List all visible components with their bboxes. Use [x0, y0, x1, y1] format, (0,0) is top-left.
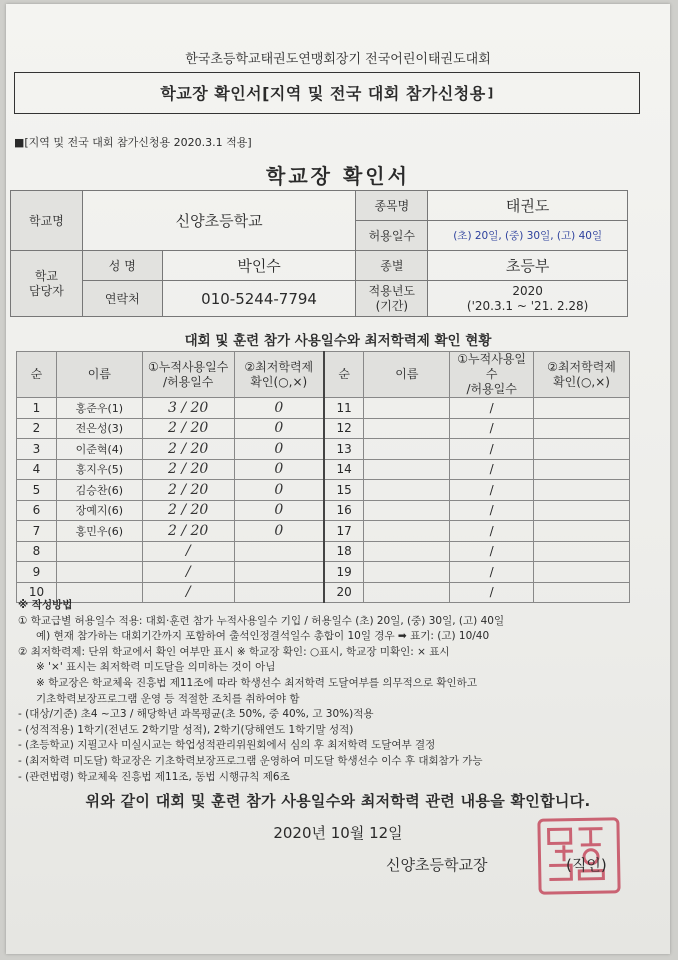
days-used: / [450, 562, 534, 583]
instructions [18, 598, 658, 785]
instruction-line: 예) 현재 참가하는 대회기간까지 포함하여 출석인정결석일수 총합이 10일 경우 ➡ 표기: (고) 10/40 [36, 630, 490, 643]
min-academic-check: 0 [234, 500, 324, 521]
officer-label [11, 251, 83, 317]
instruction-line: - (대상/기준) 초4 ~고3 / 해당학년 과목평균(초 50%, 중 40%, 고 30%)적용 [18, 708, 374, 721]
row-number: 19 [324, 562, 364, 583]
division-value: 초등부 [428, 251, 628, 281]
organizer-line: 한국초등학교태권도연맹회장기 전국어린이태권도대회 [185, 52, 491, 67]
school-name: 신양초등학교 [82, 191, 356, 251]
seal-label: (직인) [566, 856, 607, 874]
athlete-name: 전은성(3) [56, 418, 142, 439]
year-label [356, 281, 428, 317]
row-number: 6 [17, 500, 57, 521]
principal-title: 신양초등학교장 [386, 856, 488, 874]
info-table [10, 190, 628, 317]
table-row [17, 541, 630, 562]
banner-text: 학교장 확인서[지역 및 전국 대회 참가신청용 [160, 84, 486, 103]
row-number: 1 [17, 398, 57, 419]
days-used: / [450, 418, 534, 439]
header-days [142, 352, 234, 398]
athlete-name [364, 398, 450, 419]
min-academic-check: 0 [234, 439, 324, 460]
header-min-line1: ②최저학력제 [244, 359, 314, 374]
event-label: 종목명 [356, 191, 428, 221]
document-title: 학교장 확인서 [266, 164, 410, 188]
min-academic-check: 0 [234, 398, 324, 419]
min-academic-check: 0 [234, 418, 324, 439]
name-label: 성 명 [82, 251, 162, 281]
school-label: 학교명 [11, 191, 83, 251]
days-used: 3 / 20 [142, 398, 234, 419]
min-academic-check [534, 500, 630, 521]
contact-label: 연락처 [82, 281, 162, 317]
instruction-line: - (성적적용) 1학기(전년도 2학기말 성적), 2학기(당해연도 1학기말 성적) [18, 723, 354, 736]
table-row [17, 562, 630, 583]
instruction-line: - (관련법령) 학교체육 진흥법 제11조, 동법 시행규칙 제6조 [18, 770, 290, 783]
athlete-name: 홍준우(1) [56, 398, 142, 419]
row-number: 9 [17, 562, 57, 583]
athlete-name [364, 459, 450, 480]
header-min [234, 352, 324, 398]
instruction-line: ① 학교급별 허용일수 적용: 대회·훈련 참가 누적사용일수 기입 / 허용일수 (초) 20일, (중) 30일, (고) 40일 [18, 614, 505, 627]
min-academic-check: 0 [234, 521, 324, 542]
row-number: 10 [17, 582, 57, 603]
row-number: 17 [324, 521, 364, 542]
year-value [428, 281, 628, 317]
row-number: 5 [17, 480, 57, 501]
athlete-name [364, 500, 450, 521]
days-used: 2 / 20 [142, 521, 234, 542]
instruction-line: ※ '×' 표시는 최저학력 미도달을 의미하는 것이 아님 [36, 661, 276, 674]
header-days2-line2: /허용일수 [466, 382, 517, 396]
header-min-2 [534, 352, 630, 398]
athlete-name [364, 439, 450, 460]
year-label-line2: (기간) [375, 298, 409, 313]
days-used: 2 / 20 [142, 500, 234, 521]
row-number: 14 [324, 459, 364, 480]
period: ('20.3.1 ~ '21. 2.28) [466, 298, 589, 313]
min-academic-check: 0 [234, 459, 324, 480]
instructions-heading: ※ 작성방법 [18, 599, 73, 611]
document-banner [14, 72, 640, 114]
row-number: 11 [324, 398, 364, 419]
contact-value: 010-5244-7794 [162, 281, 356, 317]
allow-label: 허용일수 [356, 221, 428, 251]
row-number: 12 [324, 418, 364, 439]
header-days-line1: ①누적사용일수 [148, 359, 229, 374]
min-academic-check [534, 521, 630, 542]
athlete-name: 장예지(6) [56, 500, 142, 521]
allow-value: (초) 20일, (중) 30일, (고) 40일 [428, 221, 628, 251]
days-used: 2 / 20 [142, 480, 234, 501]
officer-name: 박인수 [162, 251, 356, 281]
document-page [6, 4, 670, 954]
header-name-2: 이름 [364, 352, 450, 398]
athlete-name: 이준혁(4) [56, 439, 142, 460]
athlete-name: 홍지우(5) [56, 459, 142, 480]
days-used: 2 / 20 [142, 439, 234, 460]
row-number: 18 [324, 541, 364, 562]
table-row [17, 418, 630, 439]
days-used: / [450, 398, 534, 419]
min-academic-check [534, 398, 630, 419]
instruction-line: 기초학력보장프로그램 운영 등 적절한 조치를 취하여야 함 [36, 692, 300, 705]
row-number: 8 [17, 541, 57, 562]
banner-bracket: ] [487, 86, 494, 100]
days-used: / [450, 500, 534, 521]
min-academic-check [534, 459, 630, 480]
table-row [17, 500, 630, 521]
header-days-2 [450, 352, 534, 398]
row-number: 2 [17, 418, 57, 439]
athlete-name [364, 541, 450, 562]
table-row [17, 480, 630, 501]
days-used: / [142, 582, 234, 603]
header-min-line2: 확인(○,×) [250, 374, 308, 389]
days-used: / [450, 521, 534, 542]
row-number: 15 [324, 480, 364, 501]
officer-label-line2: 담당자 [29, 283, 64, 298]
division-label: 종별 [356, 251, 428, 281]
athlete-name [56, 562, 142, 583]
row-number: 7 [17, 521, 57, 542]
roster-table [16, 351, 630, 603]
row-number: 13 [324, 439, 364, 460]
row-number: 20 [324, 582, 364, 603]
header-min2-line2: 확인(○,×) [553, 374, 610, 389]
confirmation-text: 위와 같이 대회 및 훈련 참가 사용일수와 최저학력 관련 내용을 확인합니다. [85, 792, 591, 810]
athlete-name [364, 480, 450, 501]
athlete-name: 홍민우(6) [56, 521, 142, 542]
event-value: 태권도 [428, 191, 628, 221]
days-used: / [450, 439, 534, 460]
instruction-line: ※ 학교장은 학교체육 진흥법 제11조에 따라 학생선수 최저학력 도달여부를 의무적으로 확인하고 [36, 676, 477, 689]
min-academic-check [234, 541, 324, 562]
form-note: ■[지역 및 전국 대회 참가신청용 2020.3.1 적용] [14, 136, 252, 149]
days-used: 2 / 20 [142, 418, 234, 439]
athlete-name [364, 521, 450, 542]
min-academic-check [534, 418, 630, 439]
year-label-line1: 적용년도 [368, 283, 416, 298]
instruction-line: - (초등학교) 지필고사 미실시교는 학업성적관리위원회에서 심의 후 최저학력 도달여부 결정 [18, 739, 436, 752]
instruction-line: ② 최저학력제: 단위 학교에서 확인 여부만 표시 ※ 학교장 확인: ○표시, 학교장 미확인: × 표시 [18, 645, 450, 658]
min-academic-check [534, 562, 630, 583]
min-academic-check [534, 439, 630, 460]
days-used: / [450, 541, 534, 562]
min-academic-check: 0 [234, 480, 324, 501]
header-no-2: 순 [324, 352, 364, 398]
days-used: / [450, 480, 534, 501]
header-no: 순 [17, 352, 57, 398]
instruction-line: - (최저학력 미도달) 학교장은 기초학력보장프로그램 운영하여 미도달 학생선수 이수 후 대회참가 가능 [18, 754, 483, 767]
athlete-name [56, 541, 142, 562]
days-used: / [142, 541, 234, 562]
row-number: 16 [324, 500, 364, 521]
officer-label-line1: 학교 [34, 268, 59, 283]
row-number: 4 [17, 459, 57, 480]
header-days2-line1: ①누적사용일수 [457, 352, 527, 381]
table-row [17, 459, 630, 480]
issue-date: 2020년 10월 12일 [273, 824, 403, 842]
days-used: 2 / 20 [142, 459, 234, 480]
days-used: / [450, 582, 534, 603]
days-used: / [450, 459, 534, 480]
min-academic-check [534, 541, 630, 562]
header-days-line2: /허용일수 [162, 374, 214, 389]
min-academic-check [234, 562, 324, 583]
min-academic-check [534, 480, 630, 501]
table-row [17, 521, 630, 542]
row-number: 3 [17, 439, 57, 460]
header-min2-line1: ②최저학력제 [547, 359, 616, 374]
athlete-name [364, 562, 450, 583]
athlete-name [364, 418, 450, 439]
year: 2020 [512, 283, 543, 298]
athlete-name: 김승찬(6) [56, 480, 142, 501]
table-row [17, 439, 630, 460]
table-row [17, 398, 630, 419]
roster-title: 대회 및 훈련 참가 사용일수와 최저학력제 확인 현황 [184, 333, 492, 349]
header-name: 이름 [56, 352, 142, 398]
days-used: / [142, 562, 234, 583]
